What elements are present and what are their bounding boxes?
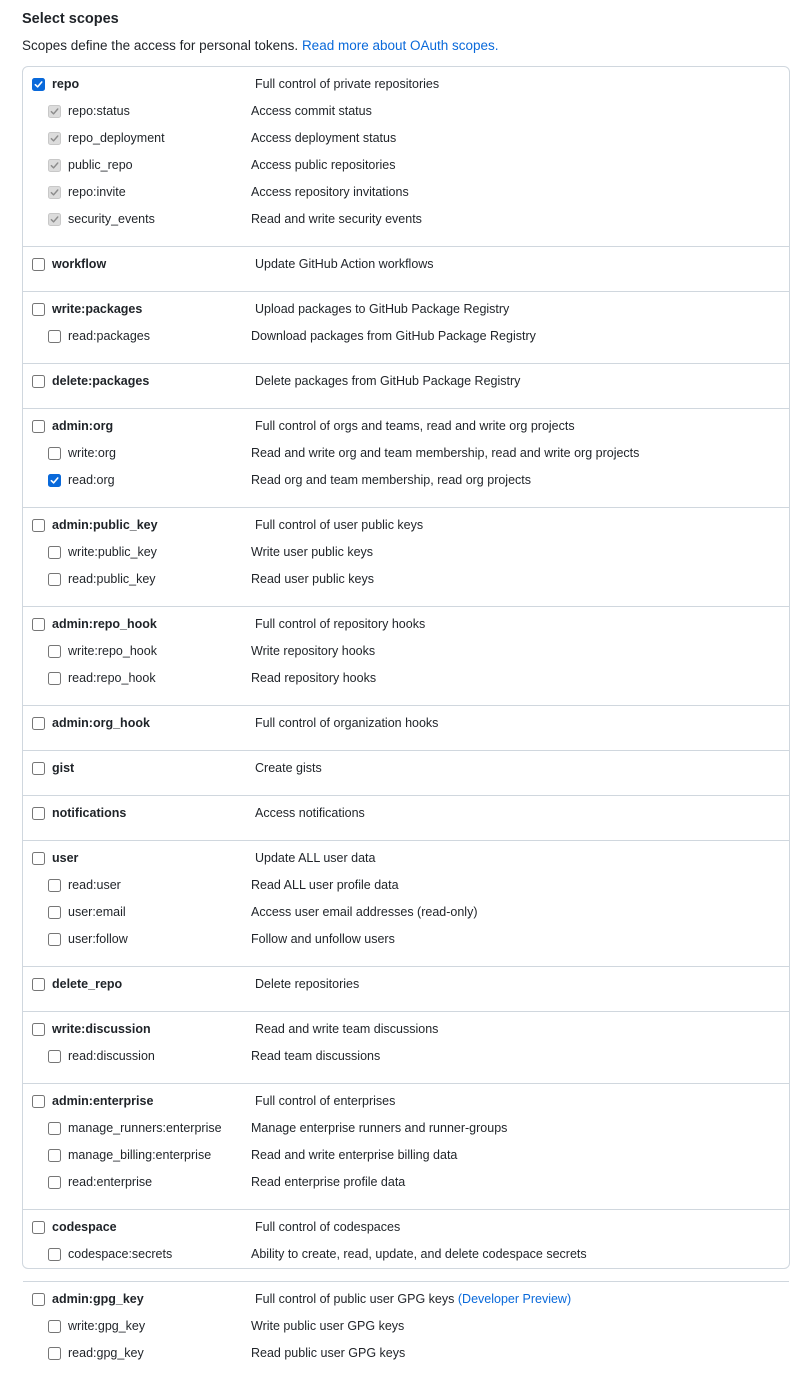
checkbox-read-user[interactable] <box>48 879 61 892</box>
checkbox-notifications[interactable] <box>32 807 45 820</box>
checkbox-security-events <box>48 213 61 226</box>
checkbox-user-follow[interactable] <box>48 933 61 946</box>
scope-row-read-gpg-key <box>23 1344 789 1371</box>
scope-description <box>251 1246 587 1263</box>
scope-group-admin-repo-hook <box>23 606 789 705</box>
checkbox-codespace[interactable] <box>32 1221 45 1234</box>
scope-name[interactable]: write:org <box>68 446 116 460</box>
scope-group-admin-org <box>23 408 789 507</box>
scope-description <box>255 373 520 390</box>
scope-row-admin-org <box>23 417 789 444</box>
scope-description <box>251 571 374 588</box>
scope-name[interactable]: admin:enterprise <box>52 1094 154 1108</box>
scope-description-text: Access repository invitations <box>251 185 409 199</box>
scope-description <box>251 1174 405 1191</box>
scope-description <box>251 1048 380 1065</box>
scope-row-manage-billing-enterprise <box>23 1146 789 1173</box>
scope-row-read-public-key <box>23 570 789 597</box>
scope-description-text: Download packages from GitHub Package Registry <box>251 329 536 343</box>
scope-row-write-discussion <box>23 1020 789 1047</box>
scope-name[interactable]: manage_billing:enterprise <box>68 1148 212 1162</box>
checkbox-delete-packages[interactable] <box>32 375 45 388</box>
scope-description <box>251 1120 507 1137</box>
scope-description-text: Write repository hooks <box>251 644 376 658</box>
scope-description <box>255 616 425 633</box>
scope-name[interactable]: codespace:secrets <box>68 1247 173 1261</box>
scope-description <box>255 760 322 777</box>
scope-name[interactable]: write:public_key <box>68 545 157 559</box>
scope-row-user-follow <box>23 930 789 957</box>
scope-name[interactable]: repo:status <box>68 104 130 118</box>
scope-description <box>251 130 396 147</box>
scope-description <box>251 904 477 921</box>
scope-name[interactable]: delete_repo <box>52 977 123 991</box>
scope-row-read-discussion <box>23 1047 789 1074</box>
checkbox-repo[interactable] <box>32 78 45 91</box>
checkbox-repo-status <box>48 105 61 118</box>
scope-description-text: Read and write org and team membership, read and write org projects <box>251 446 640 460</box>
scope-description <box>251 184 409 201</box>
scope-group-delete-repo <box>23 966 789 1011</box>
scope-group-write-packages <box>23 291 789 363</box>
scope-row-codespace-secrets <box>23 1245 789 1272</box>
checkbox-admin-repo-hook[interactable] <box>32 618 45 631</box>
section-title: Select scopes <box>22 11 119 27</box>
scope-name[interactable]: read:packages <box>68 329 151 343</box>
scopes-list <box>22 66 790 1360</box>
scope-group-gist <box>23 750 789 795</box>
scope-description-text: Full control of codespaces <box>255 1220 401 1234</box>
checkbox-workflow[interactable] <box>32 258 45 271</box>
scope-description <box>255 517 423 534</box>
scope-description-text: Read and write security events <box>251 212 422 226</box>
scope-row-codespace <box>23 1218 789 1245</box>
scope-description-text: Follow and unfollow users <box>251 932 395 946</box>
developer-preview-link[interactable]: (Developer Preview) <box>457 1292 572 1306</box>
scope-description <box>251 670 376 687</box>
scope-description-text: Full control of organization hooks <box>255 716 439 730</box>
scope-description-text: Access deployment status <box>251 131 397 145</box>
scope-description <box>255 850 375 867</box>
checkbox-manage-runners-enterprise[interactable] <box>48 1122 61 1135</box>
scope-row-repo-status <box>23 102 789 129</box>
checkbox-repo-invite <box>48 186 61 199</box>
scope-description <box>255 1021 438 1038</box>
scope-name[interactable]: admin:org <box>52 419 114 433</box>
scope-description <box>251 472 531 489</box>
scope-description-text: Read team discussions <box>251 1049 381 1063</box>
scope-description-text: Read org and team membership, read org projects <box>251 473 532 487</box>
scope-group-workflow <box>23 246 789 291</box>
scope-name[interactable]: write:repo_hook <box>68 644 157 658</box>
scope-description <box>255 76 439 93</box>
scope-row-manage-runners-enterprise <box>23 1119 789 1146</box>
checkbox-write-repo-hook[interactable] <box>48 645 61 658</box>
scope-description <box>251 211 422 228</box>
scope-row-write-public-key <box>23 543 789 570</box>
checkbox-read-org[interactable] <box>48 474 61 487</box>
scope-description <box>251 328 536 345</box>
scope-description <box>255 976 359 993</box>
scope-description-text: Full control of public user GPG keys <box>255 1292 455 1306</box>
checkbox-read-packages[interactable] <box>48 330 61 343</box>
checkbox-codespace-secrets[interactable] <box>48 1248 61 1261</box>
scope-name[interactable]: user <box>52 851 79 865</box>
scope-group-write-discussion <box>23 1011 789 1083</box>
scope-description <box>251 1147 457 1164</box>
scope-description <box>251 1318 404 1335</box>
scope-row-write-gpg-key <box>23 1317 789 1344</box>
scope-row-repo-deployment <box>23 129 789 156</box>
scope-row-admin-gpg-key <box>23 1290 789 1317</box>
scope-description <box>251 445 639 462</box>
scope-name[interactable]: admin:org_hook <box>52 716 150 730</box>
scope-row-admin-org-hook <box>23 714 789 741</box>
scope-description-text: Full control of private repositories <box>255 77 440 91</box>
scope-row-user <box>23 849 789 876</box>
scope-name[interactable]: read:gpg_key <box>68 1346 144 1360</box>
scope-row-delete-packages <box>23 372 789 399</box>
checkbox-public-repo <box>48 159 61 172</box>
scope-description-text: Read public user GPG keys <box>251 1346 406 1360</box>
scope-row-read-packages <box>23 327 789 354</box>
description-text: Scopes define the access for personal tokens. <box>22 38 299 53</box>
scope-name[interactable]: user:email <box>68 905 126 919</box>
checkbox-admin-enterprise[interactable] <box>32 1095 45 1108</box>
scope-row-user-email <box>23 903 789 930</box>
scope-description-text: Access commit status <box>251 104 372 118</box>
scope-name[interactable]: public_repo <box>68 158 133 172</box>
checkbox-write-packages[interactable] <box>32 303 45 316</box>
scope-name[interactable]: manage_runners:enterprise <box>68 1121 222 1135</box>
checkbox-read-public-key[interactable] <box>48 573 61 586</box>
scope-name[interactable]: security_events <box>68 212 155 226</box>
scope-description-text: Update GitHub Action workflows <box>255 257 434 271</box>
scope-description <box>255 1093 395 1110</box>
scope-description-text: Access user email addresses (read-only) <box>251 905 478 919</box>
scope-name[interactable]: read:public_key <box>68 572 156 586</box>
scope-description <box>255 256 434 273</box>
scope-description <box>255 1291 571 1308</box>
scope-description <box>255 418 575 435</box>
scope-description <box>251 931 395 948</box>
checkbox-write-org[interactable] <box>48 447 61 460</box>
scope-name[interactable]: notifications <box>52 806 127 820</box>
scope-name[interactable]: write:discussion <box>52 1022 151 1036</box>
checkbox-admin-org[interactable] <box>32 420 45 433</box>
scope-description <box>251 103 372 120</box>
scope-description-text: Manage enterprise runners and runner-groups <box>251 1121 508 1135</box>
scope-row-gist <box>23 759 789 786</box>
scope-group-admin-enterprise <box>23 1083 789 1209</box>
scope-description-text: Ability to create, read, update, and delete codespace secrets <box>251 1247 587 1261</box>
scope-row-notifications <box>23 804 789 831</box>
checkbox-read-enterprise[interactable] <box>48 1176 61 1189</box>
checkbox-read-discussion[interactable] <box>48 1050 61 1063</box>
scope-description <box>255 805 365 822</box>
scope-group-admin-public-key <box>23 507 789 606</box>
scope-row-write-org <box>23 444 789 471</box>
scope-description-text: Full control of user public keys <box>255 518 424 532</box>
checkbox-user[interactable] <box>32 852 45 865</box>
scope-group-codespace <box>23 1209 789 1281</box>
scope-name[interactable]: read:org <box>68 473 115 487</box>
scope-name[interactable]: read:discussion <box>68 1049 155 1063</box>
scope-name[interactable]: read:repo_hook <box>68 671 156 685</box>
scope-description-text: Access notifications <box>255 806 365 820</box>
scope-name[interactable]: repo <box>52 77 80 91</box>
checkbox-manage-billing-enterprise[interactable] <box>48 1149 61 1162</box>
scope-row-write-packages <box>23 300 789 327</box>
scope-description-text: Full control of enterprises <box>255 1094 396 1108</box>
scope-name[interactable]: user:follow <box>68 932 128 946</box>
scope-row-security-events <box>23 210 789 237</box>
scope-name[interactable]: write:gpg_key <box>68 1319 146 1333</box>
checkbox-gist[interactable] <box>32 762 45 775</box>
scope-description <box>251 544 373 561</box>
scope-description-text: Upload packages to GitHub Package Registry <box>255 302 510 316</box>
checkbox-delete-repo[interactable] <box>32 978 45 991</box>
scope-description <box>255 301 509 318</box>
scope-row-delete-repo <box>23 975 789 1002</box>
scope-description-text: Read enterprise profile data <box>251 1175 406 1189</box>
scope-group-admin-gpg-key <box>23 1281 789 1380</box>
scope-row-read-repo-hook <box>23 669 789 696</box>
scope-name[interactable]: read:user <box>68 878 121 892</box>
scope-description <box>255 715 438 732</box>
scope-description <box>251 643 375 660</box>
scope-row-admin-public-key <box>23 516 789 543</box>
scope-group-admin-org-hook <box>23 705 789 750</box>
scope-row-read-org <box>23 471 789 498</box>
scope-name[interactable]: admin:gpg_key <box>52 1292 144 1306</box>
scope-description <box>255 1219 400 1236</box>
scope-description-text: Delete packages from GitHub Package Registry <box>255 374 521 388</box>
scope-description-text: Create gists <box>255 761 322 775</box>
scope-description-text: Update ALL user data <box>255 851 376 865</box>
checkbox-read-gpg-key[interactable] <box>48 1347 61 1360</box>
scope-group-repo <box>23 67 789 246</box>
scope-description-text: Access public repositories <box>251 158 396 172</box>
scope-name[interactable]: gist <box>52 761 75 775</box>
scope-name[interactable]: read:enterprise <box>68 1175 153 1189</box>
scope-group-user <box>23 840 789 966</box>
checkbox-write-public-key[interactable] <box>48 546 61 559</box>
scope-description <box>251 157 396 174</box>
scope-row-read-enterprise <box>23 1173 789 1200</box>
scope-name[interactable]: admin:repo_hook <box>52 617 157 631</box>
scope-name[interactable]: admin:public_key <box>52 518 158 532</box>
scope-name[interactable]: workflow <box>52 257 107 271</box>
scope-description-text: Read and write enterprise billing data <box>251 1148 458 1162</box>
scope-group-notifications <box>23 795 789 840</box>
scope-description-text: Read and write team discussions <box>255 1022 439 1036</box>
scope-row-workflow <box>23 255 789 282</box>
checkbox-write-discussion[interactable] <box>32 1023 45 1036</box>
scope-description-text: Read ALL user profile data <box>251 878 399 892</box>
scope-description <box>251 877 399 894</box>
scope-name[interactable]: delete:packages <box>52 374 150 388</box>
scope-description-text: Read repository hooks <box>251 671 377 685</box>
scope-row-repo-invite <box>23 183 789 210</box>
checkbox-admin-org-hook[interactable] <box>32 717 45 730</box>
scope-description-text: Full control of orgs and teams, read and write org projects <box>255 419 575 433</box>
scope-row-public-repo <box>23 156 789 183</box>
checkbox-admin-public-key[interactable] <box>32 519 45 532</box>
scope-description <box>251 1345 405 1362</box>
scope-description-text: Delete repositories <box>255 977 360 991</box>
scope-description-text: Write public user GPG keys <box>251 1319 405 1333</box>
scope-group-delete-packages <box>23 363 789 408</box>
scope-row-write-repo-hook <box>23 642 789 669</box>
scope-row-read-user <box>23 876 789 903</box>
scope-description-text: Read user public keys <box>251 572 374 586</box>
scope-description-text: Write user public keys <box>251 545 374 559</box>
checkbox-read-repo-hook[interactable] <box>48 672 61 685</box>
checkbox-user-email[interactable] <box>48 906 61 919</box>
checkbox-admin-gpg-key[interactable] <box>32 1293 45 1306</box>
scope-name[interactable]: codespace <box>52 1220 117 1234</box>
scope-row-admin-repo-hook <box>23 615 789 642</box>
scope-name[interactable]: repo:invite <box>68 185 126 199</box>
scope-description-text: Full control of repository hooks <box>255 617 426 631</box>
oauth-scopes-link[interactable]: Read more about OAuth scopes. <box>301 38 499 53</box>
scope-name[interactable]: repo_deployment <box>68 131 165 145</box>
scope-row-admin-enterprise <box>23 1092 789 1119</box>
scope-name[interactable]: write:packages <box>52 302 143 316</box>
section-description <box>22 37 499 55</box>
checkbox-write-gpg-key[interactable] <box>48 1320 61 1333</box>
scope-row-repo <box>23 75 789 102</box>
checkbox-repo-deployment <box>48 132 61 145</box>
